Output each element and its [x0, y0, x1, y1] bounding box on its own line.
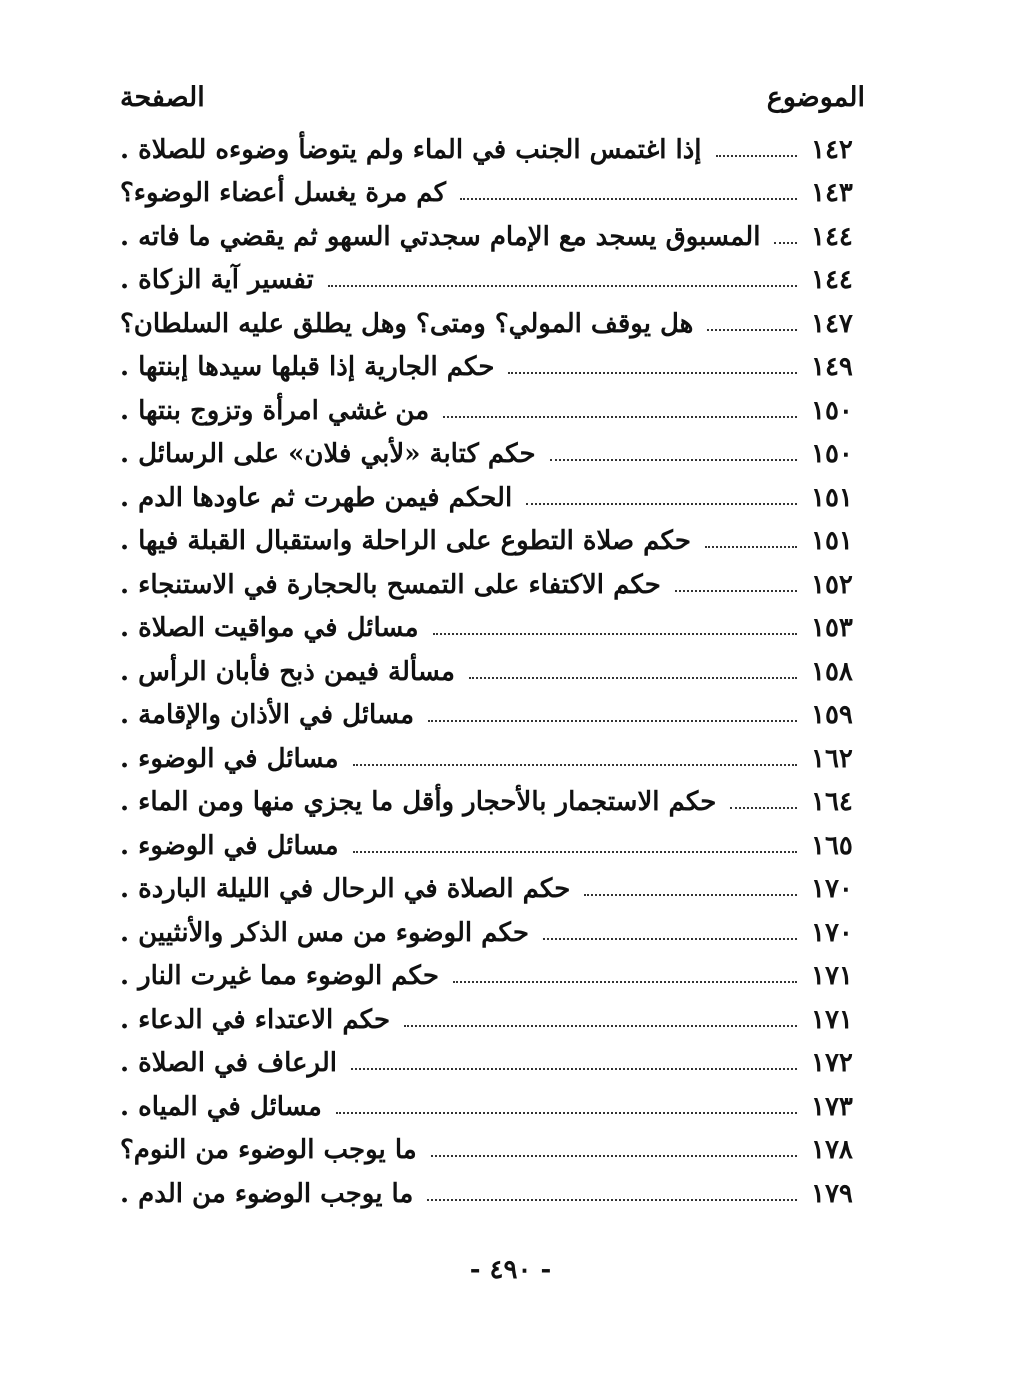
page-column-heading: الصفحة: [120, 82, 205, 113]
dot-leader: [469, 677, 797, 679]
entry-page-number: ١٤٣: [811, 178, 853, 209]
entry-page-number: ١٦٢: [811, 743, 853, 774]
toc-entry: [120, 607, 865, 651]
entry-page-number: ١٥٠: [811, 395, 853, 426]
dot-leader: [353, 764, 797, 766]
toc-entry: [120, 433, 865, 477]
entry-page-number: ١٥١: [811, 482, 853, 513]
entry-title: حكم الوضوء مما غيرت النار .: [120, 961, 439, 992]
entry-title: حكم كتابة «لأبي فلان» على الرسائل .: [120, 439, 536, 470]
entry-page-number: ١٥١: [811, 526, 853, 557]
toc-entry: [120, 737, 865, 781]
toc-entry: [120, 563, 865, 607]
entry-title: هل يوقف المولي؟ ومتى؟ وهل يطلق عليه السلطان؟: [120, 308, 694, 339]
dot-leader: [453, 981, 797, 983]
toc-entry: [120, 128, 865, 172]
table-of-contents: [120, 128, 865, 1216]
toc-entry: [120, 650, 865, 694]
toc-entry: [120, 1129, 865, 1173]
dot-leader: [584, 894, 797, 896]
toc-entry: [120, 259, 865, 303]
entry-page-number: ١٥٢: [811, 569, 853, 600]
entry-page-number: ١٥٣: [811, 613, 853, 644]
toc-entry: [120, 172, 865, 216]
toc-header: [120, 82, 865, 122]
entry-page-number: ١٦٥: [811, 830, 853, 861]
toc-entry: [120, 1042, 865, 1086]
entry-page-number: ١٧٩: [811, 1178, 853, 1209]
dot-leader: [705, 546, 797, 548]
entry-title: حكم الجارية إذا قبلها سيدها إبنتها .: [120, 352, 495, 383]
entry-page-number: ١٧٢: [811, 1048, 853, 1079]
entry-title: الرعاف في الصلاة .: [120, 1048, 338, 1079]
entry-title: إذا اغتمس الجنب في الماء ولم يتوضأ وضوءه للصلاة .: [120, 134, 702, 165]
entry-title: مسائل في المياه .: [120, 1091, 322, 1122]
entry-page-number: ١٦٤: [811, 787, 853, 818]
entry-title: الحكم فيمن طهرت ثم عاودها الدم .: [120, 482, 513, 513]
entry-page-number: ١٤٤: [811, 265, 853, 296]
entry-page-number: ١٥٨: [811, 656, 853, 687]
entry-title: المسبوق يسجد مع الإمام سجدتي السهو ثم يقضي ما فاته .: [120, 221, 761, 252]
toc-entry: [120, 1172, 865, 1216]
dot-leader: [353, 851, 797, 853]
entry-page-number: ١٥٠: [811, 439, 853, 470]
dot-leader: [427, 1199, 797, 1201]
toc-entry: [120, 781, 865, 825]
toc-entry: [120, 476, 865, 520]
toc-entry: [120, 694, 865, 738]
dot-leader: [774, 242, 797, 244]
dot-leader: [460, 198, 797, 200]
dot-leader: [543, 938, 797, 940]
entry-title: مسائل في الأذان والإقامة .: [120, 700, 415, 731]
dot-leader: [431, 1155, 797, 1157]
dot-leader: [508, 372, 797, 374]
entry-title: حكم الوضوء من مس الذكر والأنثيين .: [120, 917, 529, 948]
entry-title: حكم الاستجمار بالأحجار وأقل ما يجزي منها ومن الماء .: [120, 787, 717, 818]
dot-leader: [550, 459, 797, 461]
toc-entry: [120, 389, 865, 433]
entry-title: حكم الاكتفاء على التمسح بالحجارة في الاستنجاء .: [120, 569, 661, 600]
dot-leader: [716, 155, 797, 157]
entry-title: مسألة فيمن ذبح فأبان الرأس .: [120, 656, 455, 687]
entry-title: حكم صلاة التطوع على الراحلة واستقبال القبلة فيها .: [120, 526, 691, 557]
toc-entry: [120, 998, 865, 1042]
toc-entry: [120, 346, 865, 390]
dot-leader: [351, 1068, 797, 1070]
entry-page-number: ١٧٠: [811, 874, 853, 905]
dot-leader: [443, 416, 797, 418]
entry-title: من غشي امرأة وتزوج بنتها .: [120, 395, 430, 426]
dot-leader: [433, 633, 797, 635]
entry-title: حكم الاعتداء في الدعاء .: [120, 1004, 391, 1035]
toc-entry: [120, 215, 865, 259]
toc-entry: [120, 1085, 865, 1129]
entry-page-number: ١٤٩: [811, 352, 853, 383]
dot-leader: [404, 1025, 797, 1027]
entry-title: حكم الصلاة في الرحال في الليلة الباردة .: [120, 874, 571, 905]
toc-entry: [120, 911, 865, 955]
entry-page-number: ١٧٣: [811, 1091, 853, 1122]
entry-title: كم مرة يغسل أعضاء الوضوء؟: [120, 178, 446, 209]
dot-leader: [730, 807, 797, 809]
toc-entry: [120, 520, 865, 564]
dot-leader: [675, 590, 797, 592]
entry-page-number: ١٧١: [811, 1004, 853, 1035]
entry-title: تفسير آية الزكاة .: [120, 265, 314, 296]
entry-page-number: ١٧١: [811, 961, 853, 992]
entry-title: ما يوجب الوضوء من النوم؟: [120, 1135, 417, 1166]
entry-page-number: ١٤٤: [811, 221, 853, 252]
dot-leader: [707, 329, 797, 331]
dot-leader: [428, 720, 797, 722]
entry-page-number: ١٥٩: [811, 700, 853, 731]
entry-title: ما يوجب الوضوء من الدم .: [120, 1178, 414, 1209]
topic-column-heading: الموضوع: [766, 82, 865, 113]
entry-page-number: ١٧٨: [811, 1135, 853, 1166]
entry-page-number: ١٤٢: [811, 134, 853, 165]
toc-entry: [120, 868, 865, 912]
toc-entry: [120, 302, 865, 346]
entry-title: مسائل في الوضوء .: [120, 830, 339, 861]
toc-entry: [120, 824, 865, 868]
entry-title: مسائل في مواقيت الصلاة .: [120, 613, 419, 644]
dot-leader: [526, 503, 797, 505]
entry-page-number: ١٤٧: [811, 308, 853, 339]
dot-leader: [328, 285, 797, 287]
entry-title: مسائل في الوضوء .: [120, 743, 339, 774]
entry-page-number: ١٧٠: [811, 917, 853, 948]
toc-entry: [120, 955, 865, 999]
page-footer-number: - ٤٩٠ -: [469, 1255, 552, 1285]
dot-leader: [336, 1112, 797, 1114]
